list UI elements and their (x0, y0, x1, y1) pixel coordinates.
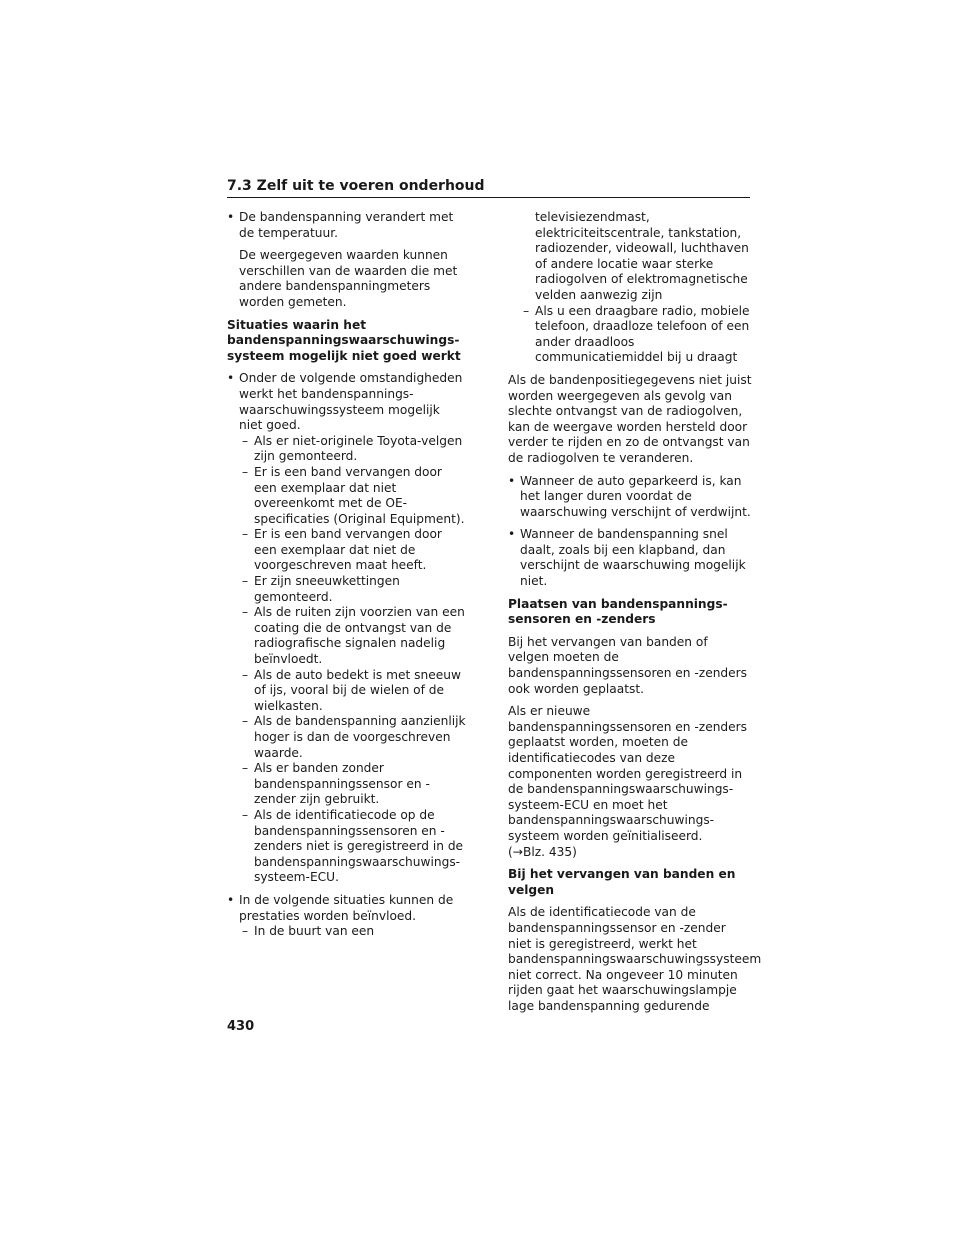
dash-item (227, 527, 467, 574)
page-reference-link[interactable]: (→Blz. 435) (508, 844, 577, 859)
section-title: 7.3 Zelf uit te voeren onderhoud (227, 178, 485, 194)
dash-mark: – (242, 433, 249, 448)
dash-mark: – (242, 574, 249, 589)
paragraph: De weergegeven waarden kunnen verschillen van de waarden die met andere bandenspanningmeters worden gemeten. (239, 248, 458, 309)
dash-text: In de buurt van een (254, 924, 375, 939)
dash-text: Er zijn sneeuwkettingen gemonteerd. (254, 574, 400, 604)
dash-text: Als er niet-originele Toyota-velgen zijn gemonteerd. (254, 433, 463, 464)
paragraph: Als de bandenpositiegegevens niet juist worden weergegeven als gevolg van slechte ontvangst van de radiogolven, kan de weergave worden hersteld door verder te rijden en zo de ontvangst van de radiogolven te veranderen. (508, 372, 752, 465)
section-header (227, 178, 750, 198)
dash-text: Er is een band vervangen door een exemplaar dat niet de voorgeschreven maat heeft. (254, 527, 442, 573)
list-item (508, 527, 752, 589)
right-column (508, 210, 762, 1022)
dash-list (227, 434, 467, 886)
dash-item (227, 465, 467, 527)
subheading: Plaatsen van bandenspannings-sensoren en -zenders (508, 596, 728, 627)
list-item (508, 474, 752, 521)
subheading: Situaties waarin het bandenspanningswaarschuwings-systeem mogelijk niet goed werkt (227, 317, 461, 363)
bullet-text: Wanneer de auto geparkeerd is, kan het langer duren voordat de waarschuwing verschijnt of verdwijnt. (520, 473, 751, 519)
list-item (227, 893, 467, 924)
dash-text: Als er banden zonder bandenspanningssensor en -zender zijn gebruikt. (254, 761, 430, 807)
bullet-mark: • (508, 527, 516, 542)
bullet-text: De bandenspanning verandert met de temperatuur. (239, 210, 454, 240)
dash-mark: – (242, 464, 249, 479)
dash-text: Als u een draagbare radio, mobiele telefoon, draadloze telefoon of een ander draadloos communicatiemiddel bij u draagt (535, 303, 750, 365)
bullet-mark: • (227, 210, 235, 224)
dash-item (227, 605, 467, 667)
bullet-text: In de volgende situaties kunnen de prestaties worden beïnvloed. (239, 892, 454, 923)
paragraph: Als er nieuwe bandenspanningssensoren en -zenders geplaatst worden, moeten de identificatiecodes van deze componenten worden geregistreerd in de bandenspanningswaarschuwings-systeem-ECU en moet het bandenspanningswaarschuwings-systeem worden geïnitialiseerd. (508, 704, 748, 843)
page-number: 430 (227, 1019, 255, 1034)
bullet-mark: • (227, 892, 235, 907)
bullet-mark: • (508, 473, 516, 488)
dash-text: Als de auto bedekt is met sneeuw of ijs, vooral bij de wielen of de wielkasten. (254, 667, 461, 713)
left-column (227, 210, 467, 940)
bullet-text: Wanneer de bandenspanning snel daalt, zoals bij een klapband, dan verschijnt de waarschuwing mogelijk niet. (520, 527, 746, 589)
dash-continuation: televisiezendmast, elektriciteitscentrale, tankstation, radiozender, videowall, luchthaven of andere locatie waar sterke radiogolven of elektromagnetische velden aanwezig zijn (535, 210, 749, 302)
dash-text: Als de identificatiecode op de bandenspanningssensoren en -zenders niet is geregistreerd in de bandenspanningswaarschuwings-systeem-ECU. (254, 807, 464, 885)
dash-mark: – (242, 667, 249, 682)
dash-mark: – (242, 714, 249, 729)
list-item (227, 371, 467, 433)
dash-mark: – (242, 924, 249, 939)
dash-item (227, 434, 467, 465)
dash-item (227, 924, 467, 940)
dash-mark: – (242, 761, 249, 776)
paragraph: Als de identificatiecode van de bandenspanningssensor en -zender niet is geregistreerd, werkt het bandenspanningswaarschuwingssysteem niet correct. Na ongeveer 10 minuten rijden gaat het waarschuwingslampje lage bandenspanning gedurende (508, 905, 762, 1013)
paragraph-with-reference (508, 704, 752, 860)
paragraph: Bij het vervangen van banden of velgen moeten de bandenspanningssensoren en -zenders ook worden geplaatst. (508, 634, 748, 696)
bullet-mark: • (227, 371, 235, 386)
dash-text: Er is een band vervangen door een exemplaar dat niet overeenkomt met de OE-specificaties (Original Equipment). (254, 464, 465, 526)
dash-text: Als de bandenspanning aanzienlijk hoger is dan de voorgeschreven waarde. (254, 714, 466, 760)
dash-item (227, 574, 467, 605)
dash-mark: – (242, 807, 249, 822)
dash-item (227, 668, 467, 715)
bullet-text: Onder de volgende omstandigheden werkt het bandenspannings-waarschuwingssysteem mogelijk niet goed. (239, 371, 463, 433)
list-item (227, 210, 467, 241)
dash-item (227, 761, 467, 808)
dash-text: Als de ruiten zijn voorzien van een coating die de ontvangst van de radiografische signalen nadelig beïnvloedt. (254, 605, 465, 667)
dash-item (227, 808, 467, 886)
subheading: Bij het vervangen van banden en velgen (508, 867, 736, 897)
dash-mark: – (242, 605, 249, 620)
dash-mark: – (242, 527, 249, 542)
dash-mark: – (523, 303, 530, 318)
dash-item (508, 304, 752, 366)
dash-item (227, 714, 467, 761)
